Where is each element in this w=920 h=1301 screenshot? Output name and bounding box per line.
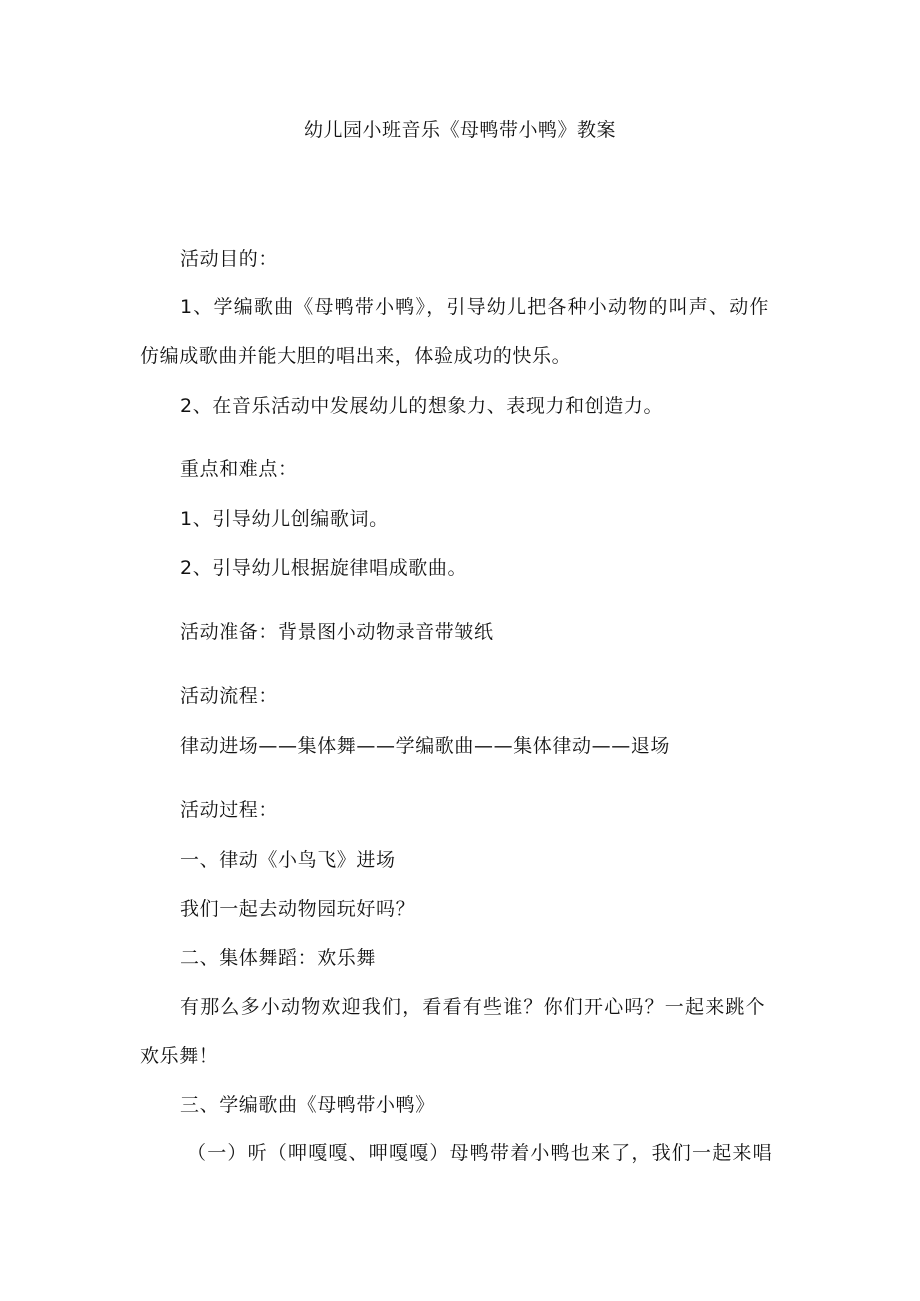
paragraph-flow: 律动进场——集体舞——学编歌曲——集体律动——退场 bbox=[180, 735, 671, 757]
section-heading-flow: 活动流程： bbox=[180, 685, 279, 707]
section-heading-process: 活动过程： bbox=[180, 799, 279, 821]
document-title: 幼儿园小班音乐《母鸭带小鸭》教案 bbox=[303, 119, 616, 141]
section-heading-key-points: 重点和难点： bbox=[180, 458, 298, 480]
paragraph-step-1: 一、律动《小鸟飞》进场 bbox=[180, 849, 396, 871]
paragraph-goal-1-cont: 仿编成歌曲并能大胆的唱出来，体验成功的快乐。 bbox=[140, 345, 572, 367]
paragraph-key-2: 2、引导幼儿根据旋律唱成歌曲。 bbox=[180, 557, 468, 579]
paragraph-step-3-sub-1: （一）听（呷嘎嘎、呷嘎嘎）母鸭带着小鸭也来了，我们一起来唱 bbox=[187, 1142, 773, 1164]
paragraph-preparation: 活动准备：背景图小动物录音带皱纸 bbox=[180, 621, 494, 643]
paragraph-step-2-text-cont: 欢乐舞！ bbox=[140, 1045, 219, 1067]
section-heading-goals: 活动目的： bbox=[180, 248, 279, 270]
paragraph-goal-2: 2、在音乐活动中发展幼儿的想象力、表现力和创造力。 bbox=[180, 395, 664, 417]
paragraph-step-2-text: 有那么多小动物欢迎我们，看看有些谁？你们开心吗？一起来跳个 bbox=[180, 996, 766, 1018]
paragraph-step-3: 三、学编歌曲《母鸭带小鸭》 bbox=[180, 1094, 435, 1116]
paragraph-key-1: 1、引导幼儿创编歌词。 bbox=[180, 508, 389, 530]
paragraph-goal-1: 1、学编歌曲《母鸭带小鸭》，引导幼儿把各种小动物的叫声、动作 bbox=[180, 296, 770, 318]
paragraph-step-1-text: 我们一起去动物园玩好吗？ bbox=[180, 898, 416, 920]
paragraph-step-2: 二、集体舞蹈：欢乐舞 bbox=[180, 947, 377, 969]
